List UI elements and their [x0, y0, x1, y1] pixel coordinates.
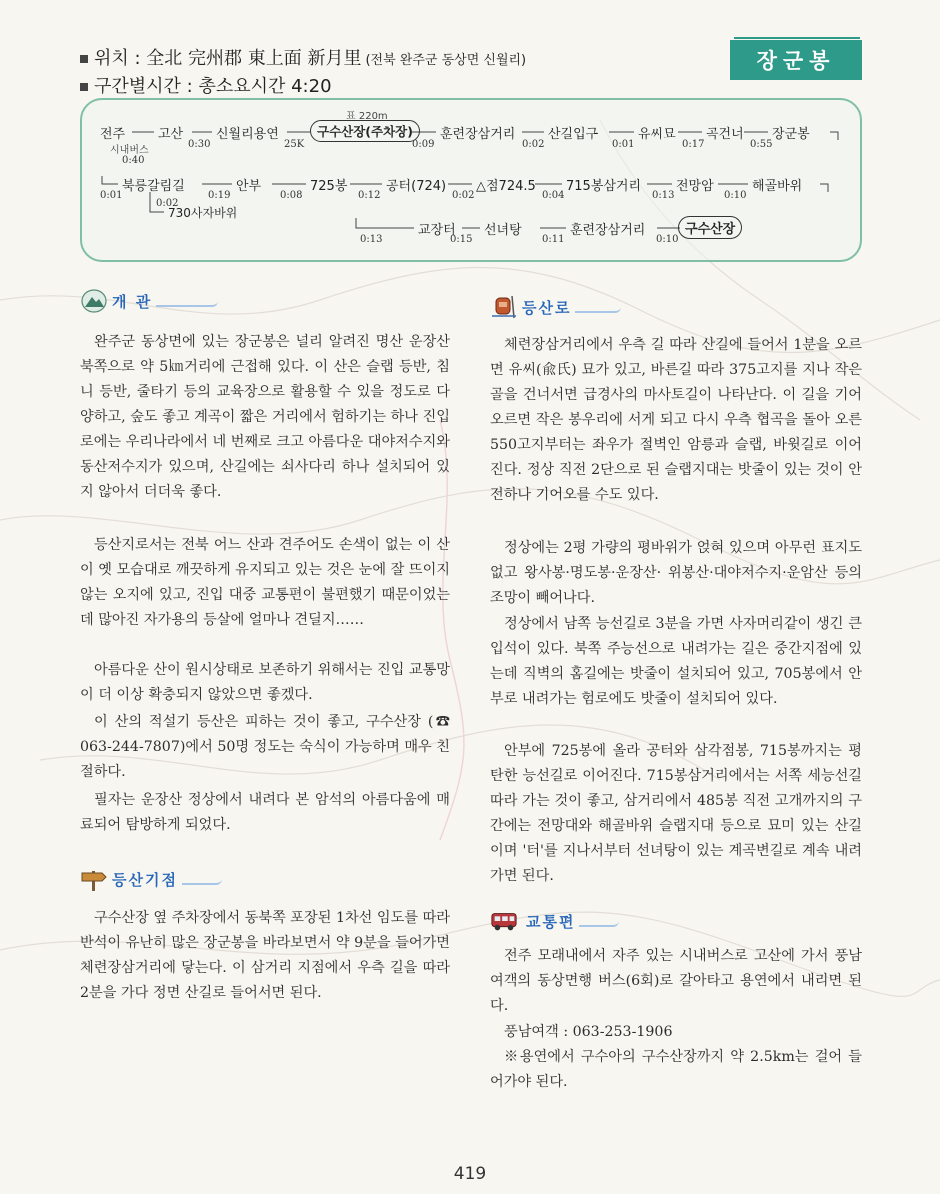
route-stop: 교장터 — [418, 223, 456, 238]
paragraph: 정상에는 2평 가량의 평바위가 얹혀 있으며 아무런 표지도 없고 왕사봉·명도봉·운장산· 위봉산·대야저수지·운암산 등의 조망이 빼어나다. — [490, 540, 862, 606]
route-time: 0:01 — [100, 190, 123, 201]
route-time: 0:11 — [542, 234, 565, 245]
hiker-backpack-icon — [490, 294, 518, 320]
section-overview-head — [80, 288, 218, 314]
route-stop-summit: 장군봉 — [772, 127, 810, 142]
route-stop-sub: 시내버스 — [110, 145, 149, 156]
page-title: 장군봉 — [730, 40, 862, 80]
route-stop-parking: 구수산장(주차장) — [310, 120, 420, 142]
route-time: 0:02 — [452, 190, 475, 201]
bus-phone: 풍남여객 : 063-253-1906 — [504, 1024, 673, 1040]
route-stop: 전주 — [100, 127, 126, 142]
location-line — [80, 44, 526, 70]
route-stop: 715봉삼거리 — [566, 179, 642, 194]
route-time: 0:09 — [412, 139, 435, 150]
route-stop: 선녀탕 — [484, 223, 522, 238]
transport-note: ※용연에서 구수아의 구수산장까지 약 2.5km는 걸어 들어가야 된다. — [490, 1049, 862, 1090]
route-time: 0:01 — [612, 139, 635, 150]
location-label: 위치 : 全北 完州郡 東上面 新月里 — [94, 48, 362, 69]
route-time: 0:02 — [522, 139, 545, 150]
section-rule — [182, 873, 222, 885]
route-stop: 북릉갈림길 — [122, 179, 185, 194]
route-stop: 훈련장삼거리 — [570, 223, 646, 238]
route-time: 0:04 — [542, 190, 565, 201]
signpost-icon — [80, 866, 108, 892]
paragraph: 완주군 동상면에 있는 장군봉은 널리 알려진 명산 운장산 북쪽으로 약 5㎞거리에 근접해 있다. 이 산은 슬랩 등반, 침니 등반, 줄타기 등의 교육장으로 활용할 수 있을 정도로 다양하고, 숲도 좋고 계곡이 짧은 거리에서 험하기는 하나 진입로에는 우리나라에서 네 번째로 크고 아름다운 대야저수지와 동산저수지가 있으며, 산길에는 쇠사다리 하나 설치되어 있지 않아서 더더욱 좋다. — [80, 334, 450, 500]
paragraph: 안부에 725봉에 올라 공터와 삼각점봉, 715봉까지는 평탄한 능선길로 이어진다. 715봉삼거리에서는 서쪽 세능선길 따라 가는 것이 좋고, 삼거리에서 485봉 직전 고개까지의 구간에는 전망대와 해골바위 슬랩지대 등으로 묘미 있는 산길이며 '터'를 지나서부터 선녀탕이 있는 계곡변길로 계속 내려가면 된다. — [490, 743, 862, 884]
route-time: 0:12 — [358, 190, 381, 201]
mountain-icon — [80, 288, 108, 314]
paragraph: 등산지로서는 전북 어느 산과 견주어도 손색이 없는 이 산이 옛 모습대로 깨끗하게 유지되고 있는 것은 눈에 잘 뜨이지 않는 오지에 있고, 진입 대중 교통편이 불편했기 때문이었는데 많아진 자가용의 등살에 얼마나 견딜지…… — [80, 537, 450, 628]
route-stop: 안부 — [236, 179, 262, 194]
route-stop-branch: 730사자바위 — [168, 206, 238, 220]
route-stop: 신월리용연 — [216, 127, 279, 142]
title-rule — [734, 37, 860, 39]
section-rule — [156, 295, 218, 307]
section-time-line — [80, 72, 332, 98]
bullet-square-icon — [80, 83, 88, 91]
route-stop-end: 구수산장 — [678, 216, 742, 239]
route-stop: △점724.5 — [476, 179, 536, 194]
route-stop: 전망암 — [676, 179, 714, 194]
route-time: 0:08 — [280, 190, 303, 201]
section-title: 등산기점 — [112, 870, 178, 889]
paragraph: 구수산장 옆 주차장에서 동북쪽 포장된 1차선 임도를 따라 반석이 유난히 많은 장군봉을 바라보면서 약 9분을 들어가면 체련장삼거리에 닿는다. 이 삼거리 지점에서 우측 길을 따라 2분을 가다 정면 산길로 들어서면 된다. — [80, 910, 450, 1001]
route-stop: 곡건너 — [706, 127, 744, 142]
route-altitude: 표 220m — [346, 111, 388, 122]
paragraph: 정상에서 남쪽 능선길로 3분을 가면 사자머리같이 생긴 큰 입석이 있다. 북쪽 주능선으로 내려가는 길은 중간지점에 있는데 직벽의 홈길에는 밧줄이 설치되어 있고, 705봉에서 안부로 내려가는 험로에도 밧줄이 설치되어 있다. — [490, 616, 862, 707]
route-diagram — [80, 98, 862, 262]
paragraph: 전주 모래내에서 자주 있는 시내버스로 고산에 가서 풍남여객의 동상면행 버스(6회)로 갈아타고 용연에서 내리면 된다. — [490, 948, 862, 1014]
route-stop: 훈련장삼거리 — [440, 127, 516, 142]
bus-icon — [490, 908, 518, 934]
route-stop: 고산 — [158, 127, 184, 142]
page-number: 419 — [453, 1164, 487, 1184]
route-time: 0:19 — [208, 190, 231, 201]
route-stop: 해골바위 — [752, 179, 803, 194]
section-rule — [579, 915, 619, 927]
section-title: 개 관 — [112, 292, 153, 311]
section-title: 등산로 — [522, 298, 572, 317]
route-time: 0:17 — [682, 139, 705, 150]
route-stop: 유씨묘 — [638, 127, 676, 142]
section-trail-head — [490, 294, 621, 320]
route-time: 0:40 — [122, 155, 145, 166]
section-title: 교통편 — [526, 912, 576, 931]
section-rule — [575, 301, 621, 313]
paragraph: 체련장삼거리에서 우측 길 따라 산길에 들어서 1분을 오르면 유씨(兪氏) 묘가 있고, 바른길 따라 375고지를 지나 작은골을 건너서면 급경사의 마사토길이 나타난다. 이 길을 기어오르면 작은 봉우리에 서게 되고 다시 우측 협곡을 돌아 오른 550고지부터는 좌우가 절벽인 암릉과 슬랩, 바윗길로 이어진다. 정상 직전 2단으로 된 슬랩지대는 밧줄이 있는 것이 안전하나 기어오를 수도 있다. — [490, 337, 862, 503]
paragraph: 이 산의 적설기 등산은 피하는 것이 좋고, 구수산장 (☎ 063-244-7807)에서 50명 정도는 숙식이 가능하며 매우 친절하다. — [80, 714, 450, 780]
route-time: 0:10 — [656, 234, 679, 245]
section-transport-head — [490, 908, 619, 934]
paragraph: 필자는 운장산 정상에서 내려다 본 암석의 아름다움에 매료되어 탐방하게 되었다. — [80, 792, 450, 833]
bullet-square-icon — [80, 55, 88, 63]
route-time: 25K — [284, 139, 305, 150]
route-stop: 725봉 — [310, 179, 348, 194]
paragraph: 아름다운 산이 원시상태로 보존하기 위해서는 진입 교통망이 더 이상 확충되지 않았으면 좋겠다. — [80, 662, 450, 703]
route-time: 0:13 — [360, 234, 383, 245]
route-time: 0:10 — [724, 190, 747, 201]
route-time: 0:55 — [750, 139, 773, 150]
route-time: 0:13 — [652, 190, 675, 201]
location-hangul: (전북 완주군 동상면 신월리) — [365, 53, 527, 68]
route-stop: 공터(724) — [386, 179, 447, 194]
route-time: 0:15 — [450, 234, 473, 245]
route-time: 0:02 — [156, 198, 179, 209]
route-time: 0:30 — [188, 139, 211, 150]
route-stop: 산길입구 — [548, 127, 599, 142]
section-time: 구간별시간 : 총소요시간 4:20 — [94, 76, 332, 97]
section-start-head — [80, 866, 222, 892]
